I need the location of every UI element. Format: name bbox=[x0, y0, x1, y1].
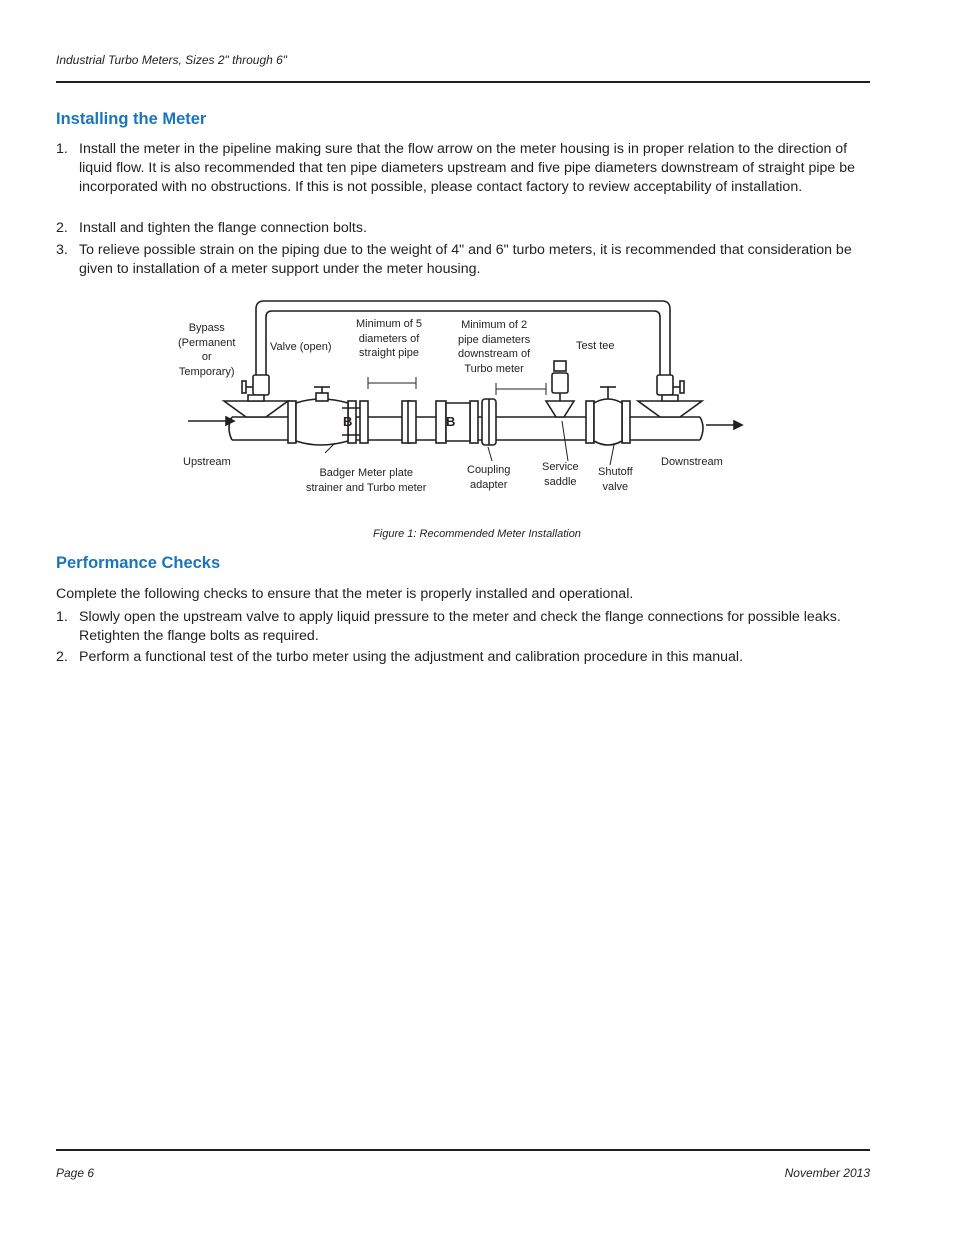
list-text: Install the meter in the pipeline making sure that the flow arrow on the meter housing is in proper relation to the direction of liquid flow. It is also recommended that ten pipe diameters upstream and five pipe diameters downstream of straight pipe be incorporated with no obstructions. If this is not possible, please contact factory to review acceptability of installation. bbox=[79, 141, 855, 195]
section-heading-installing: Installing the Meter bbox=[56, 110, 207, 128]
section-heading-performance: Performance Checks bbox=[56, 554, 221, 572]
list-number: 1. bbox=[56, 141, 68, 157]
svg-text:B: B bbox=[446, 414, 456, 429]
list-text: Slowly open the upstream valve to apply liquid pressure to the meter and check the flange connections for possible leaks. Retighten the flange bolts as required. bbox=[79, 609, 841, 644]
label-badger: Badger Meter plate strainer and Turbo meter bbox=[306, 467, 427, 494]
service-saddle bbox=[546, 401, 574, 417]
test-tee bbox=[552, 373, 568, 393]
tee-left bbox=[224, 401, 288, 417]
figure-caption: Figure 1: Recommended Meter Installation bbox=[373, 528, 581, 540]
label-min2: Minimum of 2 pipe diameters downstream of Turbo meter bbox=[458, 319, 531, 375]
label-service-saddle: Service saddle bbox=[542, 461, 579, 488]
label-min5: Minimum of 5 diameters of straight pipe bbox=[356, 318, 423, 359]
strainer bbox=[360, 401, 368, 443]
list-number: 1. bbox=[56, 609, 68, 625]
page-number: Page 6 bbox=[56, 1166, 95, 1180]
shutoff-valve bbox=[586, 401, 594, 443]
label-bypass: Bypass (Permanent or Temporary) bbox=[178, 322, 236, 378]
bypass-valve-right bbox=[657, 375, 673, 395]
svg-text:B: B bbox=[343, 414, 353, 429]
list-text: Perform a functional test of the turbo meter using the adjustment and calibration procedure in this manual. bbox=[79, 649, 744, 665]
header-rule bbox=[56, 81, 870, 83]
label-downstream: Downstream bbox=[661, 456, 723, 468]
list-text: Install and tighten the flange connection bolts. bbox=[79, 220, 367, 236]
turbo-meter bbox=[436, 401, 446, 443]
label-valve-open: Valve (open) bbox=[270, 341, 332, 353]
running-header: Industrial Turbo Meters, Sizes 2" through 6" bbox=[56, 53, 288, 67]
list-number: 3. bbox=[56, 242, 68, 258]
tee-right bbox=[638, 401, 702, 417]
list-number: 2. bbox=[56, 649, 68, 665]
installation-diagram bbox=[170, 295, 760, 510]
footer-date: November 2013 bbox=[784, 1166, 870, 1180]
list-number: 2. bbox=[56, 220, 68, 236]
label-coupling: Coupling adapter bbox=[467, 464, 511, 491]
label-test-tee: Test tee bbox=[576, 340, 615, 352]
bypass-valve-left bbox=[253, 375, 269, 395]
intro-paragraph: Complete the following checks to ensure that the meter is properly installed and operational. bbox=[56, 586, 634, 602]
label-shutoff: Shutoff valve bbox=[598, 466, 633, 493]
label-upstream: Upstream bbox=[183, 456, 231, 468]
footer-rule bbox=[56, 1149, 870, 1151]
gate-valve bbox=[288, 401, 296, 443]
list-text: To relieve possible strain on the piping due to the weight of 4" and 6" turbo meters, it is recommended that consideration be given to installation of a meter support under the meter housing. bbox=[79, 242, 852, 277]
